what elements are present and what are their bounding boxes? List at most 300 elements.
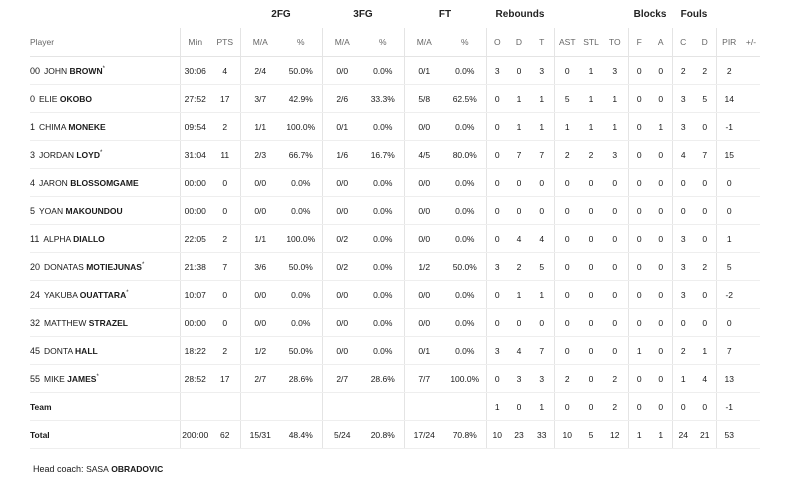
player-2fg-pct: 42.9% [280, 85, 322, 113]
player-stl: 1 [580, 85, 602, 113]
player-pts: 17 [210, 85, 240, 113]
col-3fg-ma: M/A [322, 28, 362, 57]
team-pir: -1 [716, 393, 742, 421]
player-stl: 1 [580, 113, 602, 141]
player-foul-c: 0 [672, 309, 694, 337]
total-3fg: 5/24 [322, 421, 362, 449]
player-blk-f: 0 [628, 57, 650, 85]
player-2fg-pct: 0.0% [280, 197, 322, 225]
player-pts: 2 [210, 225, 240, 253]
player-row [30, 281, 760, 309]
player-foul-d: 0 [694, 197, 716, 225]
player-foul-d: 5 [694, 85, 716, 113]
player-2fg: 3/7 [240, 85, 280, 113]
player-3fg-pct: 0.0% [362, 281, 404, 309]
team-blk-a: 0 [650, 393, 672, 421]
player-plus-minus [742, 225, 760, 253]
player-row [30, 225, 760, 253]
col-pts: PTS [210, 28, 240, 57]
head-coach-last: OBRADOVIC [111, 464, 164, 474]
player-last-name[interactable]: JAMES [67, 373, 97, 384]
player-3fg-pct: 0.0% [362, 197, 404, 225]
player-reb-t: 7 [530, 337, 554, 365]
player-foul-d: 2 [694, 57, 716, 85]
player-3fg: 0/0 [322, 169, 362, 197]
total-reb-o: 10 [486, 421, 508, 449]
player-blk-a: 0 [650, 309, 672, 337]
player-last-name[interactable]: OUATTARA [79, 289, 127, 300]
player-reb-t: 0 [530, 309, 554, 337]
player-number: 45 [30, 345, 41, 356]
player-number: 4 [30, 177, 36, 188]
player-reb-t: 0 [530, 169, 554, 197]
player-first-name: YOAN [39, 205, 64, 216]
player-3fg-pct: 0.0% [362, 57, 404, 85]
player-first-name: ELIE [39, 93, 58, 104]
player-reb-t: 1 [530, 85, 554, 113]
total-blk-f: 1 [628, 421, 650, 449]
total-2fg: 15/31 [240, 421, 280, 449]
player-3fg-pct: 0.0% [362, 169, 404, 197]
player-pts: 0 [210, 309, 240, 337]
player-cell[interactable] [30, 169, 180, 197]
col-min: Min [180, 28, 210, 57]
player-number: 20 [30, 261, 41, 272]
player-foul-d: 0 [694, 309, 716, 337]
player-3fg: 0/0 [322, 197, 362, 225]
player-foul-d: 0 [694, 281, 716, 309]
player-2fg-pct: 100.0% [280, 225, 322, 253]
player-2fg-pct: 100.0% [280, 113, 322, 141]
player-2fg: 0/0 [240, 309, 280, 337]
player-first-name: ALPHA [43, 233, 71, 244]
player-ft-pct: 0.0% [444, 309, 486, 337]
starter-mark: * [126, 289, 129, 296]
player-blk-a: 0 [650, 365, 672, 393]
player-ft-pct: 50.0% [444, 253, 486, 281]
col-reb-t: T [530, 28, 554, 57]
player-min: 30:06 [180, 57, 210, 85]
player-foul-d: 7 [694, 141, 716, 169]
starter-mark: * [99, 149, 103, 156]
player-foul-c: 3 [672, 225, 694, 253]
player-blk-a: 0 [650, 337, 672, 365]
total-foul-d: 21 [694, 421, 716, 449]
player-plus-minus [742, 85, 760, 113]
player-3fg-pct: 33.3% [362, 85, 404, 113]
player-reb-o: 0 [486, 85, 508, 113]
player-3fg: 1/6 [322, 141, 362, 169]
team-reb-o: 1 [486, 393, 508, 421]
player-last-name[interactable]: LOYD [76, 149, 100, 160]
player-foul-d: 1 [694, 337, 716, 365]
player-plus-minus [742, 365, 760, 393]
player-stl: 0 [580, 253, 602, 281]
player-first-name: DONTA [44, 345, 73, 356]
total-row [30, 421, 760, 449]
total-pir: 53 [716, 421, 742, 449]
total-label: Total [30, 421, 180, 449]
player-stl: 0 [580, 169, 602, 197]
player-reb-o: 3 [486, 253, 508, 281]
col-ast: AST [554, 28, 580, 57]
team-reb-t: 1 [530, 393, 554, 421]
player-last-name[interactable]: BLOSSOMGAME [70, 177, 139, 188]
head-coach-label: Head coach: [33, 464, 84, 474]
player-first-name: JOHN [44, 65, 68, 76]
player-plus-minus [742, 169, 760, 197]
player-2fg: 1/2 [240, 337, 280, 365]
player-blk-f: 0 [628, 281, 650, 309]
player-row [30, 57, 760, 85]
col-reb-o: O [486, 28, 508, 57]
head-coach-first: SASA [86, 464, 109, 474]
player-ast: 0 [554, 197, 580, 225]
player-foul-c: 1 [672, 365, 694, 393]
team-blk-f: 0 [628, 393, 650, 421]
player-3fg: 2/7 [322, 365, 362, 393]
player-pir: -1 [716, 113, 742, 141]
player-ft-pct: 0.0% [444, 197, 486, 225]
player-ft-pct: 100.0% [444, 365, 486, 393]
player-min: 00:00 [180, 169, 210, 197]
player-ast: 1 [554, 113, 580, 141]
player-number: 32 [30, 317, 41, 328]
player-foul-c: 2 [672, 337, 694, 365]
player-reb-t: 3 [530, 57, 554, 85]
player-min: 18:22 [180, 337, 210, 365]
player-plus-minus [742, 57, 760, 85]
player-row [30, 197, 760, 225]
player-reb-d: 4 [508, 337, 530, 365]
player-row [30, 85, 760, 113]
col-3fg-pct: % [362, 28, 404, 57]
player-reb-d: 4 [508, 225, 530, 253]
player-min: 28:52 [180, 365, 210, 393]
team-to: 2 [602, 393, 628, 421]
player-3fg: 0/0 [322, 337, 362, 365]
player-reb-d: 1 [508, 281, 530, 309]
player-ast: 0 [554, 253, 580, 281]
player-2fg: 0/0 [240, 281, 280, 309]
player-blk-f: 0 [628, 253, 650, 281]
player-to: 0 [602, 169, 628, 197]
player-reb-t: 3 [530, 365, 554, 393]
player-pir: 13 [716, 365, 742, 393]
player-3fg: 0/0 [322, 309, 362, 337]
player-2fg: 0/0 [240, 197, 280, 225]
player-stl: 2 [580, 141, 602, 169]
player-to: 0 [602, 281, 628, 309]
player-blk-a: 0 [650, 197, 672, 225]
player-min: 00:00 [180, 197, 210, 225]
player-foul-c: 3 [672, 85, 694, 113]
player-last-name[interactable]: HALL [75, 345, 98, 356]
player-reb-d: 1 [508, 85, 530, 113]
player-number: 1 [30, 121, 36, 132]
player-2fg-pct: 28.6% [280, 365, 322, 393]
player-cell[interactable] [30, 197, 180, 225]
player-last-name[interactable]: BROWN [69, 65, 103, 76]
player-last-name[interactable]: STRAZEL [88, 317, 128, 328]
player-cell[interactable] [30, 309, 180, 337]
player-to: 0 [602, 309, 628, 337]
player-row [30, 337, 760, 365]
player-min: 00:00 [180, 309, 210, 337]
group-3fg: 3FG [353, 8, 373, 20]
player-3fg: 0/0 [322, 57, 362, 85]
player-ft: 1/2 [404, 253, 444, 281]
player-3fg-pct: 0.0% [362, 309, 404, 337]
player-ast: 2 [554, 365, 580, 393]
player-2fg: 1/1 [240, 113, 280, 141]
player-3fg-pct: 0.0% [362, 113, 404, 141]
player-last-name[interactable]: MAKOUNDOU [65, 205, 123, 216]
col-2fg-pct: % [280, 28, 322, 57]
total-blk-a: 1 [650, 421, 672, 449]
player-2fg: 0/0 [240, 169, 280, 197]
col-ft-ma: M/A [404, 28, 444, 57]
col-ft-pct: % [444, 28, 486, 57]
player-to: 0 [602, 225, 628, 253]
player-foul-d: 2 [694, 253, 716, 281]
player-cell[interactable] [30, 57, 180, 85]
player-reb-o: 0 [486, 141, 508, 169]
col-blk-a: A [650, 28, 672, 57]
player-2fg: 3/6 [240, 253, 280, 281]
group-header-row [30, 0, 760, 28]
player-cell[interactable] [30, 141, 180, 169]
col-reb-d: D [508, 28, 530, 57]
player-foul-d: 0 [694, 169, 716, 197]
player-row [30, 309, 760, 337]
group-2fg: 2FG [271, 8, 291, 20]
player-pir: 0 [716, 169, 742, 197]
player-reb-o: 0 [486, 113, 508, 141]
total-ast: 10 [554, 421, 580, 449]
player-blk-f: 0 [628, 225, 650, 253]
player-min: 22:05 [180, 225, 210, 253]
player-pts: 0 [210, 281, 240, 309]
player-stl: 0 [580, 337, 602, 365]
col-pir: PIR [716, 28, 742, 57]
player-reb-d: 2 [508, 253, 530, 281]
player-reb-o: 0 [486, 169, 508, 197]
player-stl: 0 [580, 281, 602, 309]
group-ft: FT [438, 8, 452, 20]
player-reb-t: 0 [530, 197, 554, 225]
player-blk-a: 0 [650, 169, 672, 197]
player-foul-c: 4 [672, 141, 694, 169]
player-blk-f: 0 [628, 169, 650, 197]
player-to: 1 [602, 113, 628, 141]
player-pts: 11 [210, 141, 240, 169]
team-ast: 0 [554, 393, 580, 421]
player-foul-c: 3 [672, 253, 694, 281]
player-ast: 0 [554, 225, 580, 253]
player-2fg: 2/3 [240, 141, 280, 169]
player-cell[interactable] [30, 337, 180, 365]
player-pts: 2 [210, 113, 240, 141]
player-ast: 0 [554, 169, 580, 197]
player-3fg: 0/2 [322, 225, 362, 253]
player-reb-d: 0 [508, 57, 530, 85]
starter-mark: * [141, 261, 145, 268]
player-2fg-pct: 50.0% [280, 57, 322, 85]
player-first-name: CHIMA [39, 121, 66, 132]
total-reb-t: 33 [530, 421, 554, 449]
player-ast: 0 [554, 57, 580, 85]
player-first-name: JORDAN [39, 149, 74, 160]
player-last-name[interactable]: MONEKE [68, 121, 106, 132]
col-player: Player [30, 28, 180, 57]
player-blk-a: 0 [650, 85, 672, 113]
player-min: 27:52 [180, 85, 210, 113]
player-cell[interactable] [30, 225, 180, 253]
player-ft: 0/0 [404, 225, 444, 253]
player-to: 3 [602, 141, 628, 169]
player-foul-c: 2 [672, 57, 694, 85]
col-blk-f: F [628, 28, 650, 57]
player-plus-minus [742, 309, 760, 337]
col-to: TO [602, 28, 628, 57]
player-reb-d: 0 [508, 197, 530, 225]
player-stl: 0 [580, 309, 602, 337]
player-ft: 0/1 [404, 337, 444, 365]
player-3fg: 0/2 [322, 253, 362, 281]
total-stl: 5 [580, 421, 602, 449]
player-ft: 0/0 [404, 197, 444, 225]
player-reb-d: 1 [508, 113, 530, 141]
player-reb-o: 3 [486, 337, 508, 365]
player-blk-a: 1 [650, 113, 672, 141]
player-ft: 0/0 [404, 113, 444, 141]
player-blk-a: 0 [650, 281, 672, 309]
player-cell[interactable] [30, 365, 180, 393]
starter-mark: * [102, 65, 105, 72]
total-ft-pct: 70.8% [444, 421, 486, 449]
player-plus-minus [742, 337, 760, 365]
player-2fg-pct: 0.0% [280, 281, 322, 309]
player-rows [30, 57, 760, 393]
player-first-name: MIKE [44, 373, 65, 384]
player-3fg-pct: 28.6% [362, 365, 404, 393]
player-first-name: YAKUBA [44, 289, 78, 300]
player-plus-minus [742, 141, 760, 169]
player-stl: 0 [580, 225, 602, 253]
player-number: 00 [30, 65, 41, 76]
col-foul-d: D [694, 28, 716, 57]
player-ft-pct: 0.0% [444, 281, 486, 309]
player-cell[interactable] [30, 113, 180, 141]
team-reb-d: 0 [508, 393, 530, 421]
player-3fg: 2/6 [322, 85, 362, 113]
player-reb-o: 0 [486, 225, 508, 253]
player-ast: 0 [554, 337, 580, 365]
player-foul-c: 0 [672, 169, 694, 197]
team-foul-d: 0 [694, 393, 716, 421]
player-blk-a: 0 [650, 225, 672, 253]
player-blk-f: 0 [628, 85, 650, 113]
player-pir: 0 [716, 197, 742, 225]
player-pir: 15 [716, 141, 742, 169]
player-last-name[interactable]: DIALLO [73, 233, 105, 244]
col-plus-minus: +/- [742, 28, 760, 57]
total-3fg-pct: 20.8% [362, 421, 404, 449]
player-min: 09:54 [180, 113, 210, 141]
team-foul-c: 0 [672, 393, 694, 421]
player-reb-t: 5 [530, 253, 554, 281]
player-2fg-pct: 50.0% [280, 337, 322, 365]
player-first-name: JARON [39, 177, 68, 188]
player-min: 21:38 [180, 253, 210, 281]
player-number: 55 [30, 373, 41, 384]
player-reb-t: 1 [530, 113, 554, 141]
group-rebounds: Rebounds [495, 8, 545, 20]
player-ast: 0 [554, 281, 580, 309]
player-ft-pct: 80.0% [444, 141, 486, 169]
player-cell[interactable] [30, 85, 180, 113]
player-blk-f: 1 [628, 337, 650, 365]
player-to: 0 [602, 197, 628, 225]
player-number: 11 [30, 233, 40, 244]
player-pir: -2 [716, 281, 742, 309]
player-reb-d: 3 [508, 365, 530, 393]
player-2fg-pct: 0.0% [280, 309, 322, 337]
player-row [30, 141, 760, 169]
player-reb-o: 3 [486, 57, 508, 85]
player-pir: 2 [716, 57, 742, 85]
player-cell[interactable] [30, 253, 180, 281]
player-plus-minus [742, 113, 760, 141]
total-min: 200:00 [180, 421, 210, 449]
total-pts: 62 [210, 421, 240, 449]
player-min: 31:04 [180, 141, 210, 169]
player-number: 0 [30, 93, 36, 104]
player-ft: 0/0 [404, 169, 444, 197]
player-pir: 5 [716, 253, 742, 281]
player-last-name[interactable]: MOTIEJUNAS [86, 261, 142, 272]
player-ft-pct: 0.0% [444, 337, 486, 365]
player-ft: 0/0 [404, 309, 444, 337]
player-2fg-pct: 0.0% [280, 169, 322, 197]
player-reb-t: 1 [530, 281, 554, 309]
player-blk-a: 0 [650, 57, 672, 85]
total-to: 12 [602, 421, 628, 449]
player-3fg-pct: 0.0% [362, 225, 404, 253]
boxscore-table [30, 0, 760, 449]
player-reb-t: 7 [530, 141, 554, 169]
starter-mark: * [96, 373, 99, 380]
player-foul-d: 0 [694, 113, 716, 141]
player-ft-pct: 0.0% [444, 113, 486, 141]
player-blk-f: 0 [628, 141, 650, 169]
player-plus-minus [742, 197, 760, 225]
player-stl: 0 [580, 197, 602, 225]
total-ft: 17/24 [404, 421, 444, 449]
player-reb-t: 4 [530, 225, 554, 253]
player-to: 2 [602, 365, 628, 393]
player-3fg-pct: 0.0% [362, 337, 404, 365]
player-cell[interactable] [30, 281, 180, 309]
player-to: 0 [602, 253, 628, 281]
player-foul-d: 0 [694, 225, 716, 253]
player-reb-o: 0 [486, 309, 508, 337]
player-pts: 2 [210, 337, 240, 365]
player-ft-pct: 62.5% [444, 85, 486, 113]
player-last-name[interactable]: OKOBO [59, 93, 92, 104]
group-blocks: Blocks [633, 8, 667, 20]
